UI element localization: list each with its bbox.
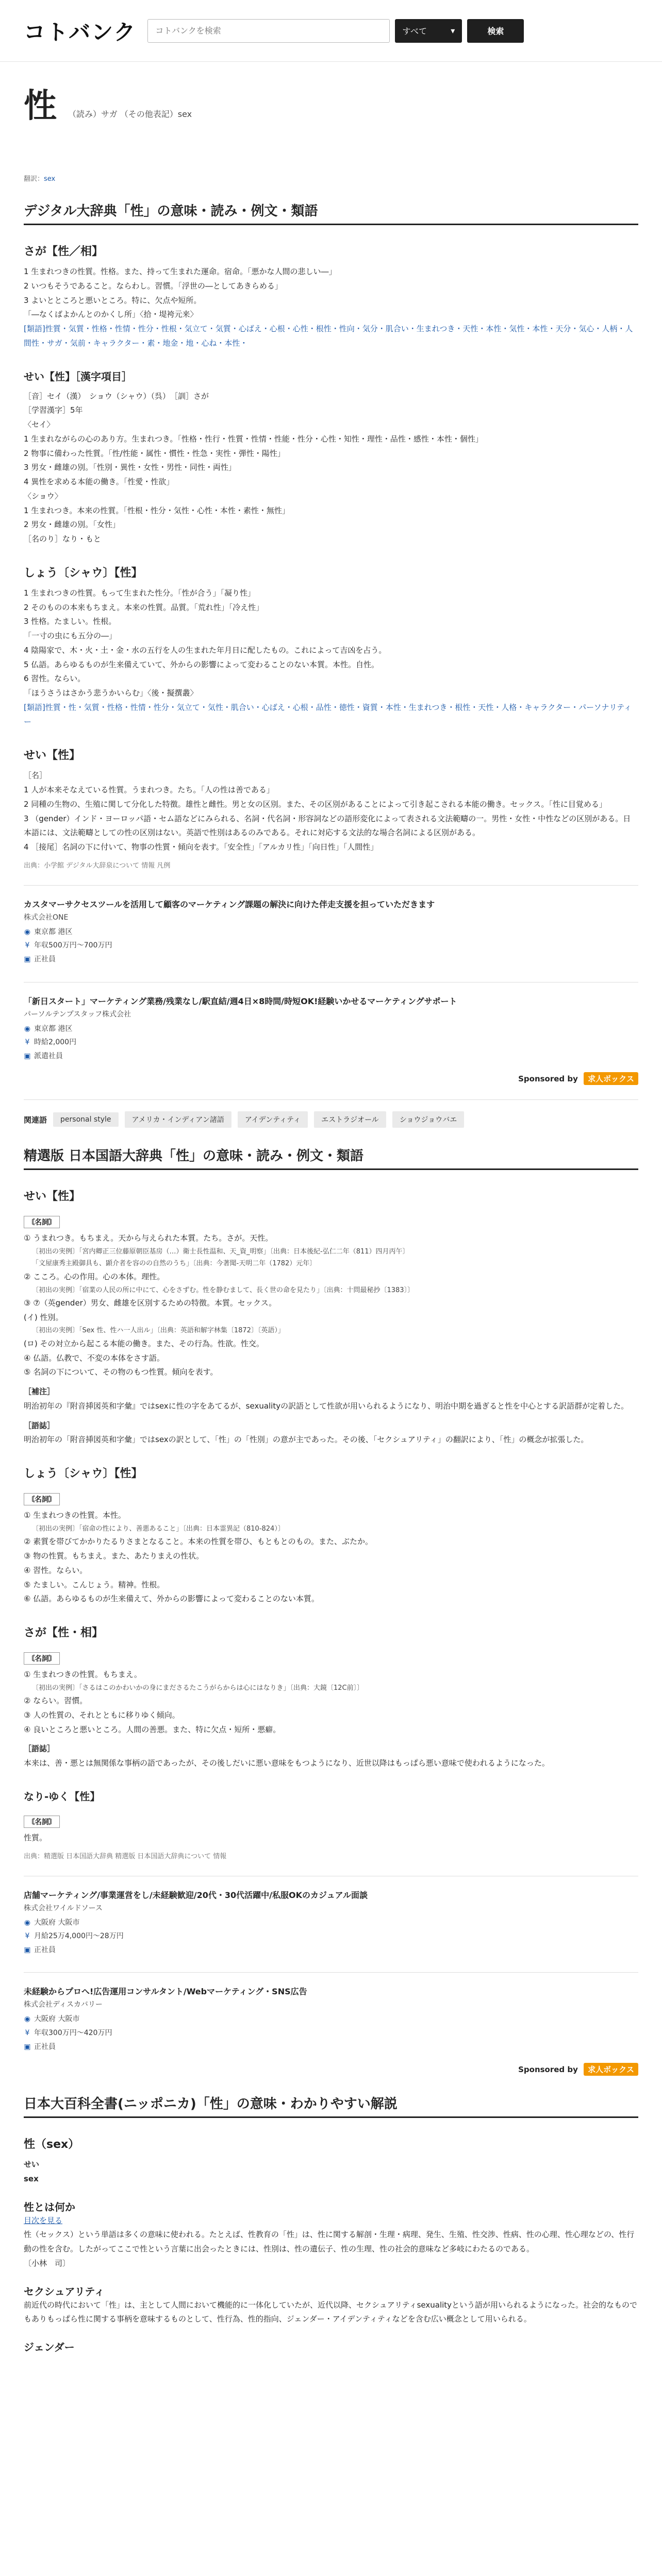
sense-line: ⑥ 仏語。あらゆるものが生来備えて、外からの影響によって変わることのない本質。	[24, 1594, 319, 1604]
job-ad-company: 株式会社ディスカバリー	[24, 2001, 103, 2009]
job-ad-company: 株式会社ワイルドソース	[24, 1904, 103, 1912]
entry-head: さが【性・相】	[24, 1626, 104, 1640]
scope-select-label: すべて	[402, 26, 427, 36]
sense-line: (ロ) その対立から起こる本能の働き。また、その行為。性欲。性交。	[24, 1338, 264, 1348]
scope-select[interactable]	[395, 19, 462, 43]
job-ad[interactable]	[24, 1972, 638, 2054]
sense-line: ② こころ。心の作用。心の本体。理性。	[24, 1272, 165, 1281]
sense-line: 1 生まれつきの性質。もって生まれた性分。「性が合う」「凝り性」	[24, 588, 256, 598]
job-ad[interactable]	[24, 1876, 638, 1957]
sense-line: 3 性格。たましい。性根。	[24, 617, 117, 626]
translation-line	[24, 132, 638, 183]
site-logo[interactable]: コトバンク	[24, 19, 137, 45]
sponsor-line	[24, 1072, 638, 1085]
sense-line: 6 習性。ならい。	[24, 674, 86, 684]
sense-line: ⑤ たましい。こんじょう。精神。性根。	[24, 1580, 165, 1589]
job-location: 東京都 港区	[34, 1024, 73, 1033]
sponsor-label: Sponsored by	[518, 1074, 578, 1084]
related-tags	[24, 1099, 638, 1128]
main-content	[24, 62, 638, 2354]
job-ad-company: パーソルテンプスタッフ株式会社	[24, 1010, 131, 1019]
sense-line: ④ 良いところと悪いところ。人間の善悪。また、特に欠点・短所・悪癖。	[24, 1724, 281, 1734]
translation-link[interactable]: sex	[44, 175, 56, 183]
job-ad-title[interactable]: カスタマーサクセスツールを活用して顧客のマーケティング課題の解決に向けた伴走支援を担っていただきます	[24, 899, 435, 909]
yen-icon: ¥	[25, 1038, 30, 1047]
job-location: 東京都 港区	[34, 927, 73, 936]
sense-line: 1 生まれつきの性質。性格。また、持って生まれた運命。宿命。「悪かな人間の悲しい―」	[24, 267, 337, 276]
related-words[interactable]: [類語]性質・性・気質・性格・性情・性分・気立て・気性・肌合い・心ばえ・心根・品性・徳性・資質・本性・生まれつき・根性・天性・人格・キャラクター・パーソナリティー	[24, 702, 632, 726]
pos-badge: ［名］	[24, 771, 47, 781]
sense-line: 4 異性を求める本能の働き。「性愛・性欲」	[24, 477, 174, 486]
related-tag[interactable]: アメリカ・インディアン諸語	[125, 1111, 231, 1128]
sponsor-brand[interactable]: 求人ボックス	[584, 1072, 638, 1085]
example-quote: 〔初出の実例〕「宿業の人民の所に中にて、心をさずむ。性を静むまして、長く世の命を見たり」〔出典：十問最秘抄〔1383〕〕	[32, 1286, 415, 1294]
yen-icon: ¥	[25, 941, 30, 950]
source-note[interactable]: 出典：精選版 日本国語大辞典 精選版 日本国語大辞典について 情報	[24, 1852, 227, 1860]
note-head: ［補注］	[24, 1387, 55, 1397]
briefcase-icon: ▣	[24, 1052, 31, 1060]
job-pay: 年収500万円〜700万円	[34, 941, 112, 950]
entry-sei-kanji	[24, 368, 638, 547]
job-location: 大阪府 大阪市	[34, 2015, 80, 2024]
entry-sex	[24, 2136, 638, 2354]
entry-head: さが【性／相】	[24, 245, 104, 258]
example-quote: 〔初出の実例〕「宿命の性により、善悪あること」〔出典：日本霊異記（810‐824）〕	[32, 1524, 285, 1533]
job-type: 派遣社員	[34, 1052, 63, 1060]
example-quote: 〔初出の実例〕「さるはこのかわいかの身にまださるたこうがらからは心にはなりき」〔出典：大鏡〔12C前〕〕	[32, 1684, 364, 1692]
entry-head: せい【性】	[24, 749, 81, 762]
pos-badge: 〘名詞〙	[24, 1652, 60, 1665]
job-type: 正社員	[34, 2042, 56, 2051]
note-head: ［語誌］	[24, 1744, 55, 1754]
sense-line: 3 男女・雌雄の別。「性別・異性・女性・男性・同性・両性」	[24, 463, 236, 472]
sense-line: ② 素質を帯びてかかりたるりさまとなること。本来の性質を帯ひ、もともとのもの。また、ぶたか。	[24, 1537, 373, 1547]
page-title: 性	[24, 87, 57, 125]
sense-line: ② ならい。習慣。	[24, 1696, 88, 1706]
entry-saga	[24, 243, 638, 351]
sense-line: ① 生まれつきの性質。本性。	[24, 1511, 126, 1520]
example-quote: 〔初出の実例〕「Sex 性、性ハ一人出ル」〔出典：英語和解字林集〔1872〕〔英語）」	[32, 1327, 285, 1335]
job-type: 正社員	[34, 955, 56, 963]
sense-line: 「―なくばよかんとのかくし所」〈拾・堤袴元来〉	[24, 310, 198, 319]
sense-line: 性質。	[24, 1833, 47, 1842]
job-pay: 月給25万4,000円〜28万円	[34, 1932, 124, 1941]
dict-title: 日本大百科全書(ニッポニカ)「性」の意味・わかりやすい解説	[24, 2093, 638, 2118]
paragraph: 性（セックス）という単語は多くの意味に使われる。たとえば、性教育の「性」は、性に関する解剖・生理・病理、発生、生殖、性交渉、性病、性の心理、性心理などの、性行動の性を含む。したがってここで性という言葉に出会ったときには、性別は、性の遺伝子、性の生理、性の社会的意味など多岐にわたるのである。	[24, 2230, 635, 2254]
toc-link[interactable]: 目次を見る	[24, 2215, 63, 2225]
related-words[interactable]: [類語]性質・気質・性格・性情・性分・性根・気立て・気質・心ばえ・心根・心性・根性・性向・気分・肌合い・生まれつき・天性・本性・気性・本性・天分・気心・人柄・人間性・サガ・気前・キャラクター・素・地金・地・心ね・本性・	[24, 324, 633, 348]
job-pay: 年収300万円〜420万円	[34, 2029, 112, 2038]
yen-icon: ¥	[25, 1932, 30, 1941]
learning-grade: ［学習漢字］5年	[24, 405, 83, 415]
name-readings: ［名のり］なり・もと	[24, 534, 102, 544]
sense-line: ① 生まれつきの性質。もちまえ。	[24, 1670, 142, 1680]
related-tag[interactable]: ショウジョウバエ	[392, 1111, 464, 1128]
section-head: 性とは何か	[24, 2200, 75, 2213]
entry-sei	[24, 1188, 638, 1447]
entry-head: せい【性】［漢字項目］	[24, 370, 132, 383]
entry-head: しょう〔シャウ〕【性】	[24, 566, 143, 580]
sub-head: 〈ショウ〉	[24, 491, 62, 501]
paragraph: 前近代の時代において「性」は、主として人間において機能的に一体化していたが、近代以降、セクシュアリティsexualityという語が用いられるようになった。社会的なものでもありもっぱら性に関する事柄を意味するものとして、性行為、性的指向、ジェンダー・アイデンティティなどを含む広い概念として用いられる。	[24, 2300, 638, 2324]
search-button[interactable]: 検索	[467, 19, 524, 43]
sense-line: ③ 人の性質の、それとともに移りゆく傾向。	[24, 1710, 180, 1720]
sense-line: ④ 習性。ならい。	[24, 1565, 88, 1575]
example-quote: 〔初出の実例〕「宮内卿正三位藤原朝臣基房（…）衛士長性温和、天_資_明察」〔出典：日本後紀‐弘仁二年（811）四月丙午〕	[32, 1248, 409, 1256]
sense-line: 4 陰陽家で、木・火・土・金・水の五行を人の生まれた年月日に配したもの。これによって吉凶を占う。	[24, 645, 387, 655]
search-bar	[147, 19, 524, 43]
related-tag[interactable]: アイデンティティ	[238, 1111, 308, 1128]
entry-english: sex	[24, 2174, 39, 2183]
job-ad-meta	[24, 1916, 638, 1957]
sense-line: 2 いつもそうであること。ならわし。習慣。「浮世の―としてあきらめる」	[24, 281, 283, 291]
job-location: 大阪府 大阪市	[34, 1918, 80, 1927]
entry-shou	[24, 564, 638, 730]
headword-reading: （読み）サガ （その他表記）sex	[68, 109, 192, 119]
sense-line: 「ほうさうはさかう悲うかいらむ」〈後・擬撰叢〉	[24, 688, 198, 698]
entry-reading: せい	[24, 2160, 40, 2170]
entry-shou	[24, 1465, 638, 1606]
sense-line: 2 そのものの本来もちまえ。本来の性質。品質。「荒れ性」「冷え性」	[24, 602, 264, 612]
job-ad[interactable]	[24, 885, 638, 967]
dict-nikkoku	[24, 1145, 638, 2076]
briefcase-icon: ▣	[24, 955, 31, 963]
author-credit: 〔小林 司〕	[24, 2258, 71, 2268]
job-ad-meta	[24, 2012, 638, 2054]
job-ad[interactable]	[24, 982, 638, 1063]
sense-line: 「一寸の虫にも五分の―」	[24, 631, 117, 640]
pos-badge: 〘名詞〙	[24, 1216, 60, 1228]
job-ad-title[interactable]: 未経験からプロへ!広告運用コンサルタント/Webマーケティング・SNS広告	[24, 1987, 307, 1997]
etymology-head: ［語誌］	[24, 1420, 55, 1430]
sense-line: ③ ⑦（英gender）男女、雌雄を区別するための特徴。本質。セックス。	[24, 1298, 277, 1308]
dict-title: デジタル大辞典「性」の意味・読み・例文・類語	[24, 200, 638, 225]
chevron-down-icon: ▾	[451, 26, 455, 36]
sense-line: (イ) 性別。	[24, 1312, 63, 1322]
section-head: ジェンダー	[24, 2341, 75, 2354]
job-ad-meta	[24, 1022, 638, 1063]
headword	[24, 62, 638, 132]
sponsor-label: Sponsored by	[518, 2065, 578, 2075]
sense-line: ③ 物の性質。もちまえ。また、あたりまえの性状。	[24, 1551, 204, 1561]
dict-digital-daijisen	[24, 200, 638, 1128]
entry-head: なり‐ゆく【性】	[24, 1790, 101, 1803]
sense-line: 2 物事に備わった性質。「性/性能・属性・慣性・性急・実性・弾性・陽性」	[24, 448, 285, 458]
related-tags-label: 関連語	[24, 1115, 47, 1125]
related-tag[interactable]: エストラジオール	[314, 1111, 386, 1128]
location-icon: ◉	[24, 1918, 31, 1927]
yen-icon: ¥	[25, 2029, 30, 2038]
pos-badge: 〘名詞〙	[24, 1816, 60, 1828]
translation-prefix: 翻訳：	[24, 175, 44, 183]
section-head: セクシュアリティ	[24, 2285, 105, 2298]
job-ad-title[interactable]: 「新日スタート」マーケティング業務/残業なし/駅直結/週4日×8時間/時短OK!経験いかせるマーケティングサポート	[24, 996, 457, 1006]
site-header	[0, 0, 662, 62]
entry-naryuki	[24, 1788, 638, 1860]
sense-line: 5 仏語。あらゆるものが生来備えていて、外からの影響によって変わることのない本質。本性。自性。	[24, 659, 379, 669]
sense-line: 4 ［接尾］名詞の下に付いて、物事の性質・傾向を表す。「安全性」「アルカリ性」「向日性」「人間性」	[24, 842, 378, 852]
sub-head: 〈セイ〉	[24, 420, 55, 429]
related-tag[interactable]: personal style	[53, 1112, 118, 1127]
sense-line: ① うまれつき。もちまえ。天から与えられた本質。たち。さが。天性。	[24, 1233, 273, 1243]
briefcase-icon: ▣	[24, 1945, 31, 1954]
sense-line: ④ 仏語。仏教で、不変の本体をさす語。	[24, 1353, 164, 1363]
sense-line: 3 （gender）インド・ヨーロッパ語・セム語などにみられる、名詞・代名詞・形容詞などの語形変化によって表される文法範疇の一。男性・女性・中性などの区別がある。日本語には、文法範疇としての性の区別はない。英語で性別はあるのみである。それに対応する文法的な場合名詞による区別がある。	[24, 814, 631, 838]
note-text: 本来は、善・悪とは無関係な事柄の語であったが、その後しだいに悪い意味をもつようになり、近世以降はもっぱら悪い意味で使われるようになった。	[24, 1758, 550, 1768]
dict-nipponica	[24, 2093, 638, 2354]
dict-title: 精選版 日本国語大辞典「性」の意味・読み・例文・類語	[24, 1145, 638, 1170]
entry-head: 性（sex）	[24, 2138, 80, 2151]
location-icon: ◉	[24, 2015, 31, 2024]
entry-head: しょう〔シャウ〕【性】	[24, 1467, 143, 1481]
job-ad-company: 株式会社ONE	[24, 913, 69, 922]
sense-line: 3 よいとところと悪いところ。特に、欠点や短所。	[24, 295, 202, 305]
sense-line: 1 生まれつき。本来の性質。「性根・性分・気性・心性・本性・素性・無性」	[24, 505, 290, 515]
kanji-reading: ［音］セイ（漢） ショウ（シャウ）（呉） ［訓］さが	[24, 391, 209, 401]
sponsor-brand[interactable]: 求人ボックス	[584, 2063, 638, 2076]
location-icon: ◉	[24, 927, 31, 936]
source-note[interactable]: 出典：小学館 デジタル大辞泉について 情報 凡例	[24, 861, 171, 870]
sense-line: 1 生まれながらの心のあり方。生まれつき。「性格・性行・性質・性情・性能・性分・心性・知性・理性・品性・感性・本性・個性」	[24, 434, 483, 444]
entry-saga	[24, 1624, 638, 1771]
pos-badge: 〘名詞〙	[24, 1493, 60, 1505]
example-quote: 「文屋康秀主殿御具も、顕介者を容のの自然のうち」〔出典：今著聞‐天明二年（1782）元年〕	[32, 1260, 317, 1268]
location-icon: ◉	[24, 1024, 31, 1033]
sponsor-line	[24, 2063, 638, 2076]
entry-head: せい【性】	[24, 1190, 81, 1204]
entry-sei	[24, 747, 638, 870]
note-text: 明治初年の『附音挿図英和字彙』ではsexに性の字をあてるが、sexualityの訳語として性欲が用いられるようになり、明治中期を過ぎると性を中心とする訳語群が定着した。	[24, 1401, 629, 1411]
sense-line: 1 人が本来そなえている性質。うまれつき。たち。「人の性は善である」	[24, 785, 274, 794]
sense-line: ⑤ 名詞の下について、その物のもつ性質。傾向を表す。	[24, 1367, 218, 1377]
etymology-text: 明治初年の「附音挿図英和字彙」ではsexの訳として、「性」の「性別」の意が主であった。その後、「セクシュアリティ」の翻訳により、「性」の概念が拡張した。	[24, 1435, 589, 1445]
job-pay: 時給2,000円	[34, 1038, 77, 1047]
search-input[interactable]	[147, 19, 390, 43]
job-type: 正社員	[34, 1945, 56, 1954]
briefcase-icon: ▣	[24, 2042, 31, 2051]
job-ad-meta	[24, 925, 638, 967]
sense-line: 2 同種の生物の、生殖に関して分化した特徴。雄性と雌性。男と女の区別。また、その区別があることによって引き起こされる本能の働き。セックス。「性に目覚める」	[24, 799, 607, 809]
job-ad-title[interactable]: 店舗マーケティング/事業運営をし/未経験歓迎/20代・30代活躍中/私服OKのカジュアル面談	[24, 1890, 368, 1900]
sense-line: 2 男女・雌雄の別。「女性」	[24, 520, 120, 530]
